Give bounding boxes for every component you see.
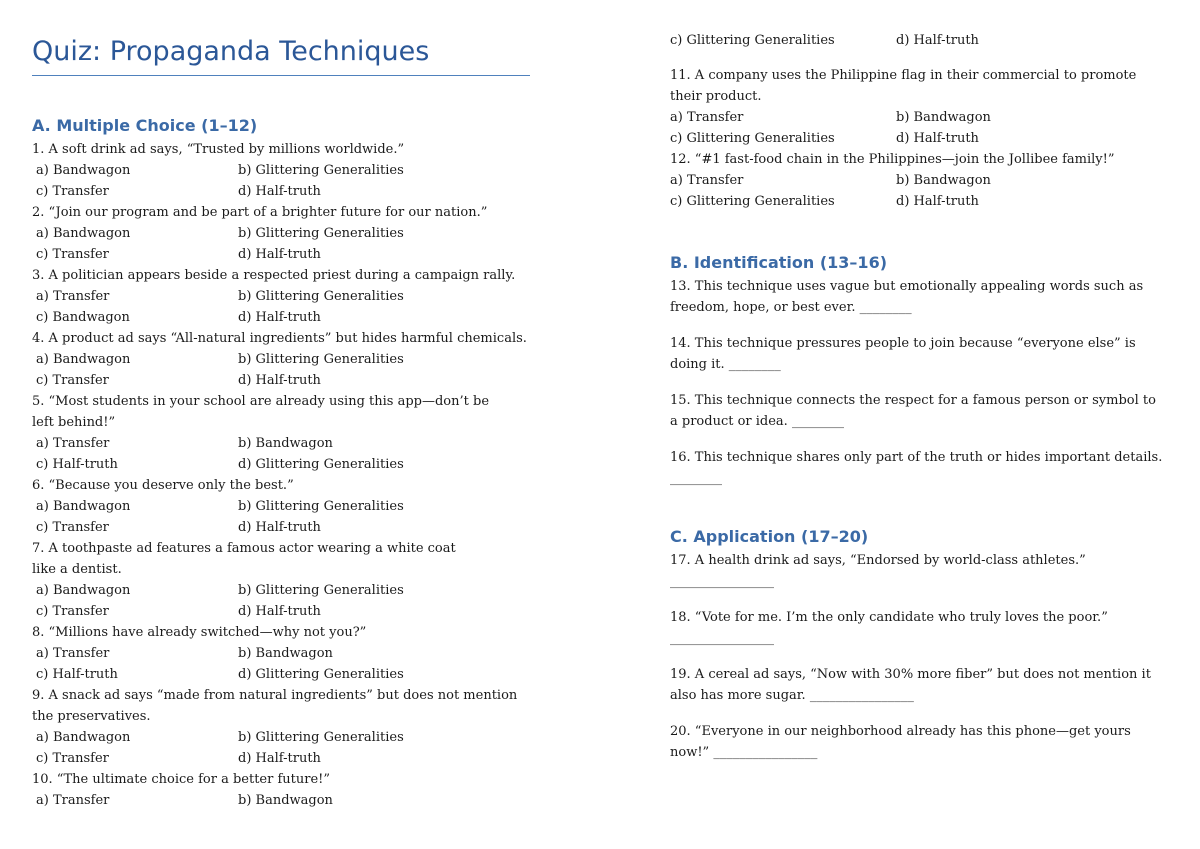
- question-3-option: d) Half-truth: [238, 310, 321, 325]
- question-4-text: 4. A product ad says “All-natural ingredients” but hides harmful chemicals.: [32, 331, 527, 346]
- question-1-option: a) Bandwagon: [36, 163, 131, 178]
- question-1-text: 1. A soft drink ad says, “Trusted by millions worldwide.”: [32, 142, 405, 157]
- question-11-text: 11. A company uses the Philippine flag in their commercial to promote: [670, 68, 1137, 83]
- question-3-option: c) Bandwagon: [36, 310, 130, 325]
- application-item-18: ________________: [670, 631, 774, 646]
- question-6-option: a) Bandwagon: [36, 499, 131, 514]
- question-10-text: 10. “The ultimate choice for a better future!”: [32, 772, 331, 787]
- question-5-option: a) Transfer: [36, 436, 110, 451]
- question-8-option: a) Transfer: [36, 646, 110, 661]
- question-6-option: c) Transfer: [36, 520, 109, 535]
- identification-item-13: freedom, hope, or best ever. ________: [670, 300, 912, 315]
- question-3-text: 3. A politician appears beside a respected priest during a campaign rally.: [32, 268, 516, 283]
- question-12-option: a) Transfer: [670, 173, 744, 188]
- question-12-option: c) Glittering Generalities: [670, 194, 835, 209]
- question-2-option: d) Half-truth: [238, 247, 321, 262]
- question-12-option: b) Bandwagon: [896, 173, 991, 188]
- identification-item-16: 16. This technique shares only part of the truth or hides important details.: [670, 450, 1163, 465]
- question-10-option: b) Bandwagon: [238, 793, 333, 808]
- identification-item-15: a product or idea. ________: [670, 414, 844, 429]
- application-item-19: also has more sugar. ________________: [670, 688, 914, 703]
- question-2-option: c) Transfer: [36, 247, 109, 262]
- question-8-option: b) Bandwagon: [238, 646, 333, 661]
- question-11-option: d) Half-truth: [896, 131, 979, 146]
- identification-item-14: 14. This technique pressures people to join because “everyone else” is: [670, 336, 1136, 351]
- question-11-option: b) Bandwagon: [896, 110, 991, 125]
- question-8-text: 8. “Millions have already switched—why not you?”: [32, 625, 367, 640]
- question-2-text: 2. “Join our program and be part of a brighter future for our nation.”: [32, 205, 488, 220]
- section-multiple-choice-heading: A. Multiple Choice (1–12): [32, 116, 258, 135]
- question-7-text: 7. A toothpaste ad features a famous actor wearing a white coat: [32, 541, 456, 556]
- identification-item-15: 15. This technique connects the respect for a famous person or symbol to: [670, 393, 1156, 408]
- question-9-option: d) Half-truth: [238, 751, 321, 766]
- question-10-option: a) Transfer: [36, 793, 110, 808]
- title-rule: [32, 75, 530, 76]
- question-7-option: d) Half-truth: [238, 604, 321, 619]
- question-1-option: b) Glittering Generalities: [238, 163, 404, 178]
- question-9-text: 9. A snack ad says “made from natural ingredients” but does not mention: [32, 688, 518, 703]
- question-12-option: d) Half-truth: [896, 194, 979, 209]
- question-7-option: a) Bandwagon: [36, 583, 131, 598]
- question-5-text: 5. “Most students in your school are already using this app—don’t be: [32, 394, 490, 409]
- question-5-text: left behind!”: [32, 415, 116, 430]
- question-11-option: c) Glittering Generalities: [670, 131, 835, 146]
- question-5-option: b) Bandwagon: [238, 436, 333, 451]
- identification-item-13: 13. This technique uses vague but emotionally appealing words such as: [670, 279, 1144, 294]
- question-8-option: d) Glittering Generalities: [238, 667, 404, 682]
- question-4-option: a) Bandwagon: [36, 352, 131, 367]
- question-7-text: like a dentist.: [32, 562, 122, 577]
- question-3-option: b) Glittering Generalities: [238, 289, 404, 304]
- application-item-18: 18. “Vote for me. I’m the only candidate who truly loves the poor.”: [670, 610, 1108, 625]
- question-9-option: c) Transfer: [36, 751, 109, 766]
- question-3-option: a) Transfer: [36, 289, 110, 304]
- identification-item-16: ________: [670, 471, 722, 486]
- question-9-text: the preservatives.: [32, 709, 151, 724]
- question-1-option: d) Half-truth: [238, 184, 321, 199]
- question-8-option: c) Half-truth: [36, 667, 118, 682]
- page-title: Quiz: Propaganda Techniques: [32, 36, 430, 67]
- question-5-option: d) Glittering Generalities: [238, 457, 404, 472]
- question-7-option: b) Glittering Generalities: [238, 583, 404, 598]
- identification-item-14: doing it. ________: [670, 357, 781, 372]
- question-9-option: b) Glittering Generalities: [238, 730, 404, 745]
- question-1-option: c) Transfer: [36, 184, 109, 199]
- application-item-20: now!” ________________: [670, 745, 818, 760]
- application-item-17: ________________: [670, 574, 774, 589]
- question-6-option: d) Half-truth: [238, 520, 321, 535]
- question-5-option: c) Half-truth: [36, 457, 118, 472]
- question-4-option: d) Half-truth: [238, 373, 321, 388]
- application-item-20: 20. “Everyone in our neighborhood already has this phone—get yours: [670, 724, 1131, 739]
- question-7-option: c) Transfer: [36, 604, 109, 619]
- question-9-option: a) Bandwagon: [36, 730, 131, 745]
- section-identification-heading: B. Identification (13–16): [670, 253, 888, 272]
- question-2-option: b) Glittering Generalities: [238, 226, 404, 241]
- question-2-option: a) Bandwagon: [36, 226, 131, 241]
- question-6-option: b) Glittering Generalities: [238, 499, 404, 514]
- question-11-option: a) Transfer: [670, 110, 744, 125]
- section-application-heading: C. Application (17–20): [670, 527, 869, 546]
- question-10-option: d) Half-truth: [896, 33, 979, 48]
- application-item-19: 19. A cereal ad says, “Now with 30% more fiber” but does not mention it: [670, 667, 1151, 682]
- question-6-text: 6. “Because you deserve only the best.”: [32, 478, 294, 493]
- question-10-option: c) Glittering Generalities: [670, 33, 835, 48]
- question-12-text: 12. “#1 fast-food chain in the Philippines—join the Jollibee family!”: [670, 152, 1115, 167]
- question-4-option: b) Glittering Generalities: [238, 352, 404, 367]
- question-4-option: c) Transfer: [36, 373, 109, 388]
- application-item-17: 17. A health drink ad says, “Endorsed by world-class athletes.”: [670, 553, 1086, 568]
- question-11-text: their product.: [670, 89, 762, 104]
